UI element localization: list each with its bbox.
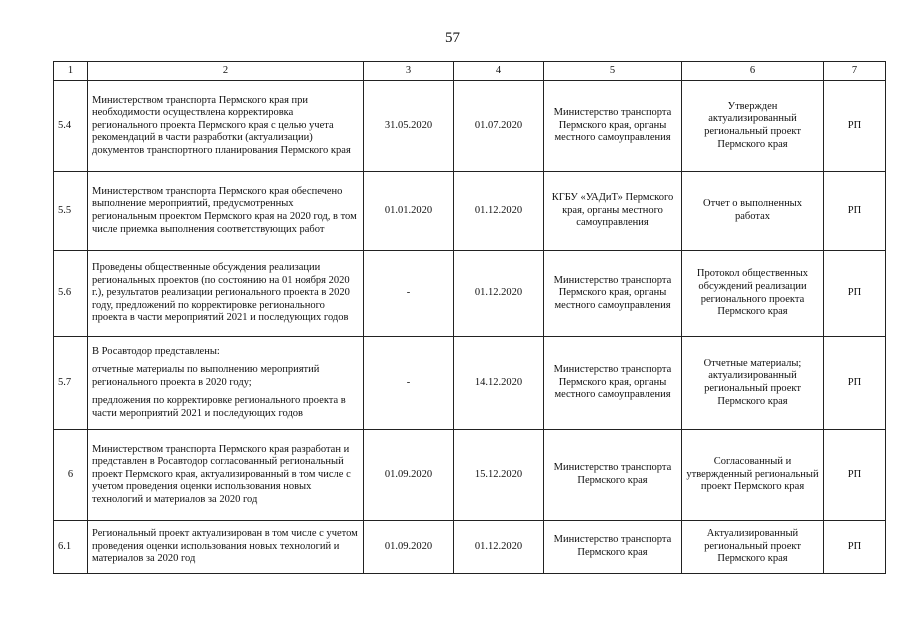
- result: Актуализированный региональный проект Пермского края: [682, 521, 824, 574]
- row-number: 5.7: [54, 337, 88, 430]
- header-cell-2: 2: [88, 62, 364, 81]
- result: Отчетные материалы; актуализированный региональный проект Пермского края: [682, 337, 824, 430]
- start-date: -: [364, 251, 454, 337]
- row-description: [88, 81, 364, 172]
- header-cell-6: 6: [682, 62, 824, 81]
- end-date: 01.07.2020: [454, 81, 544, 172]
- description-text: Министерством транспорта Пермского края обеспечено выполнение мероприятий, предусмотренных региональным проектом Пермского края на 2020 год, в том числе приемка выполнения соответствующих работ: [92, 185, 357, 235]
- end-date: 01.12.2020: [454, 172, 544, 251]
- end-date: 01.12.2020: [454, 251, 544, 337]
- level: РП: [824, 172, 886, 251]
- responsible: Министерство транспорта Пермского края, органы местного самоуправления: [544, 337, 682, 430]
- description-text: Региональный проект актуализирован в том числе с учетом проведения оценки использования новых технологий и материалов за 2020 год: [92, 528, 358, 565]
- header-cell-7: 7: [824, 62, 886, 81]
- responsible: Министерство транспорта Пермского края, органы местного самоуправления: [544, 81, 682, 172]
- header-cell-5: 5: [544, 62, 682, 81]
- end-date: 01.12.2020: [454, 521, 544, 574]
- description-item: предложения по корректировке регионального проекта в части мероприятий 2021 и последующих годов: [92, 395, 346, 419]
- description-heading: В Росавтодор представлены:: [92, 345, 220, 357]
- responsible: Министерство транспорта Пермского края: [544, 521, 682, 574]
- description-text: Министерством транспорта Пермского края разработан и представлен в Росавтодор согласованный региональный проект Пермского края, актуализированный в том числе с учетом проведения оценки использования новых технологий и материалов за 2020 год: [92, 443, 351, 505]
- level: РП: [824, 337, 886, 430]
- table-row: [54, 172, 886, 251]
- header-cell-1: 1: [54, 62, 88, 81]
- row-description: [88, 337, 364, 430]
- level: РП: [824, 430, 886, 521]
- start-date: 01.01.2020: [364, 172, 454, 251]
- row-description: [88, 172, 364, 251]
- row-number: 6: [54, 430, 88, 521]
- start-date: 01.09.2020: [364, 430, 454, 521]
- end-date: 14.12.2020: [454, 337, 544, 430]
- level: РП: [824, 81, 886, 172]
- responsible: КГБУ «УАДиТ» Пермского края, органы местного самоуправления: [544, 172, 682, 251]
- responsible: Министерство транспорта Пермского края, органы местного самоуправления: [544, 251, 682, 337]
- row-description: [88, 251, 364, 337]
- level: РП: [824, 251, 886, 337]
- start-date: 01.09.2020: [364, 521, 454, 574]
- responsible: Министерство транспорта Пермского края: [544, 430, 682, 521]
- table-row: [54, 337, 886, 430]
- description-text: Министерством транспорта Пермского края при необходимости осуществлена корректировка регионального проекта Пермского края с целью учета рекомендаций в части разработки (актуализации) документов транспортного планирования Пермского края: [92, 94, 351, 156]
- table-row: [54, 81, 886, 172]
- result: Отчет о выполненных работах: [682, 172, 824, 251]
- end-date: 15.12.2020: [454, 430, 544, 521]
- schedule-table: [53, 61, 886, 574]
- table-row: [54, 251, 886, 337]
- result: Согласованный и утвержденный региональный проект Пермского края: [682, 430, 824, 521]
- table-row: [54, 521, 886, 574]
- row-description: [88, 521, 364, 574]
- result: Утвержден актуализированный региональный проект Пермского края: [682, 81, 824, 172]
- row-number: 5.6: [54, 251, 88, 337]
- description-text: Проведены общественные обсуждения реализации региональных проектов (по состоянию на 01 ноября 2020 г.), результатов реализации регионального проекта в 2020 году, предложений по корректировке регионального проекта в части мероприятий 2021 и последующих годов: [92, 262, 350, 324]
- row-number: 5.5: [54, 172, 88, 251]
- description-item: отчетные материалы по выполнению мероприятий регионального проекта в 2020 году;: [92, 364, 320, 388]
- header-cell-3: 3: [364, 62, 454, 81]
- row-description: [88, 430, 364, 521]
- start-date: -: [364, 337, 454, 430]
- row-number: 6.1: [54, 521, 88, 574]
- level: РП: [824, 521, 886, 574]
- result: Протокол общественных обсуждений реализации регионального проекта Пермского края: [682, 251, 824, 337]
- header-cell-4: 4: [454, 62, 544, 81]
- table-row: [54, 430, 886, 521]
- row-number: 5.4: [54, 81, 88, 172]
- header-row: [54, 62, 886, 81]
- start-date: 31.05.2020: [364, 81, 454, 172]
- page-number: 57: [445, 30, 460, 46]
